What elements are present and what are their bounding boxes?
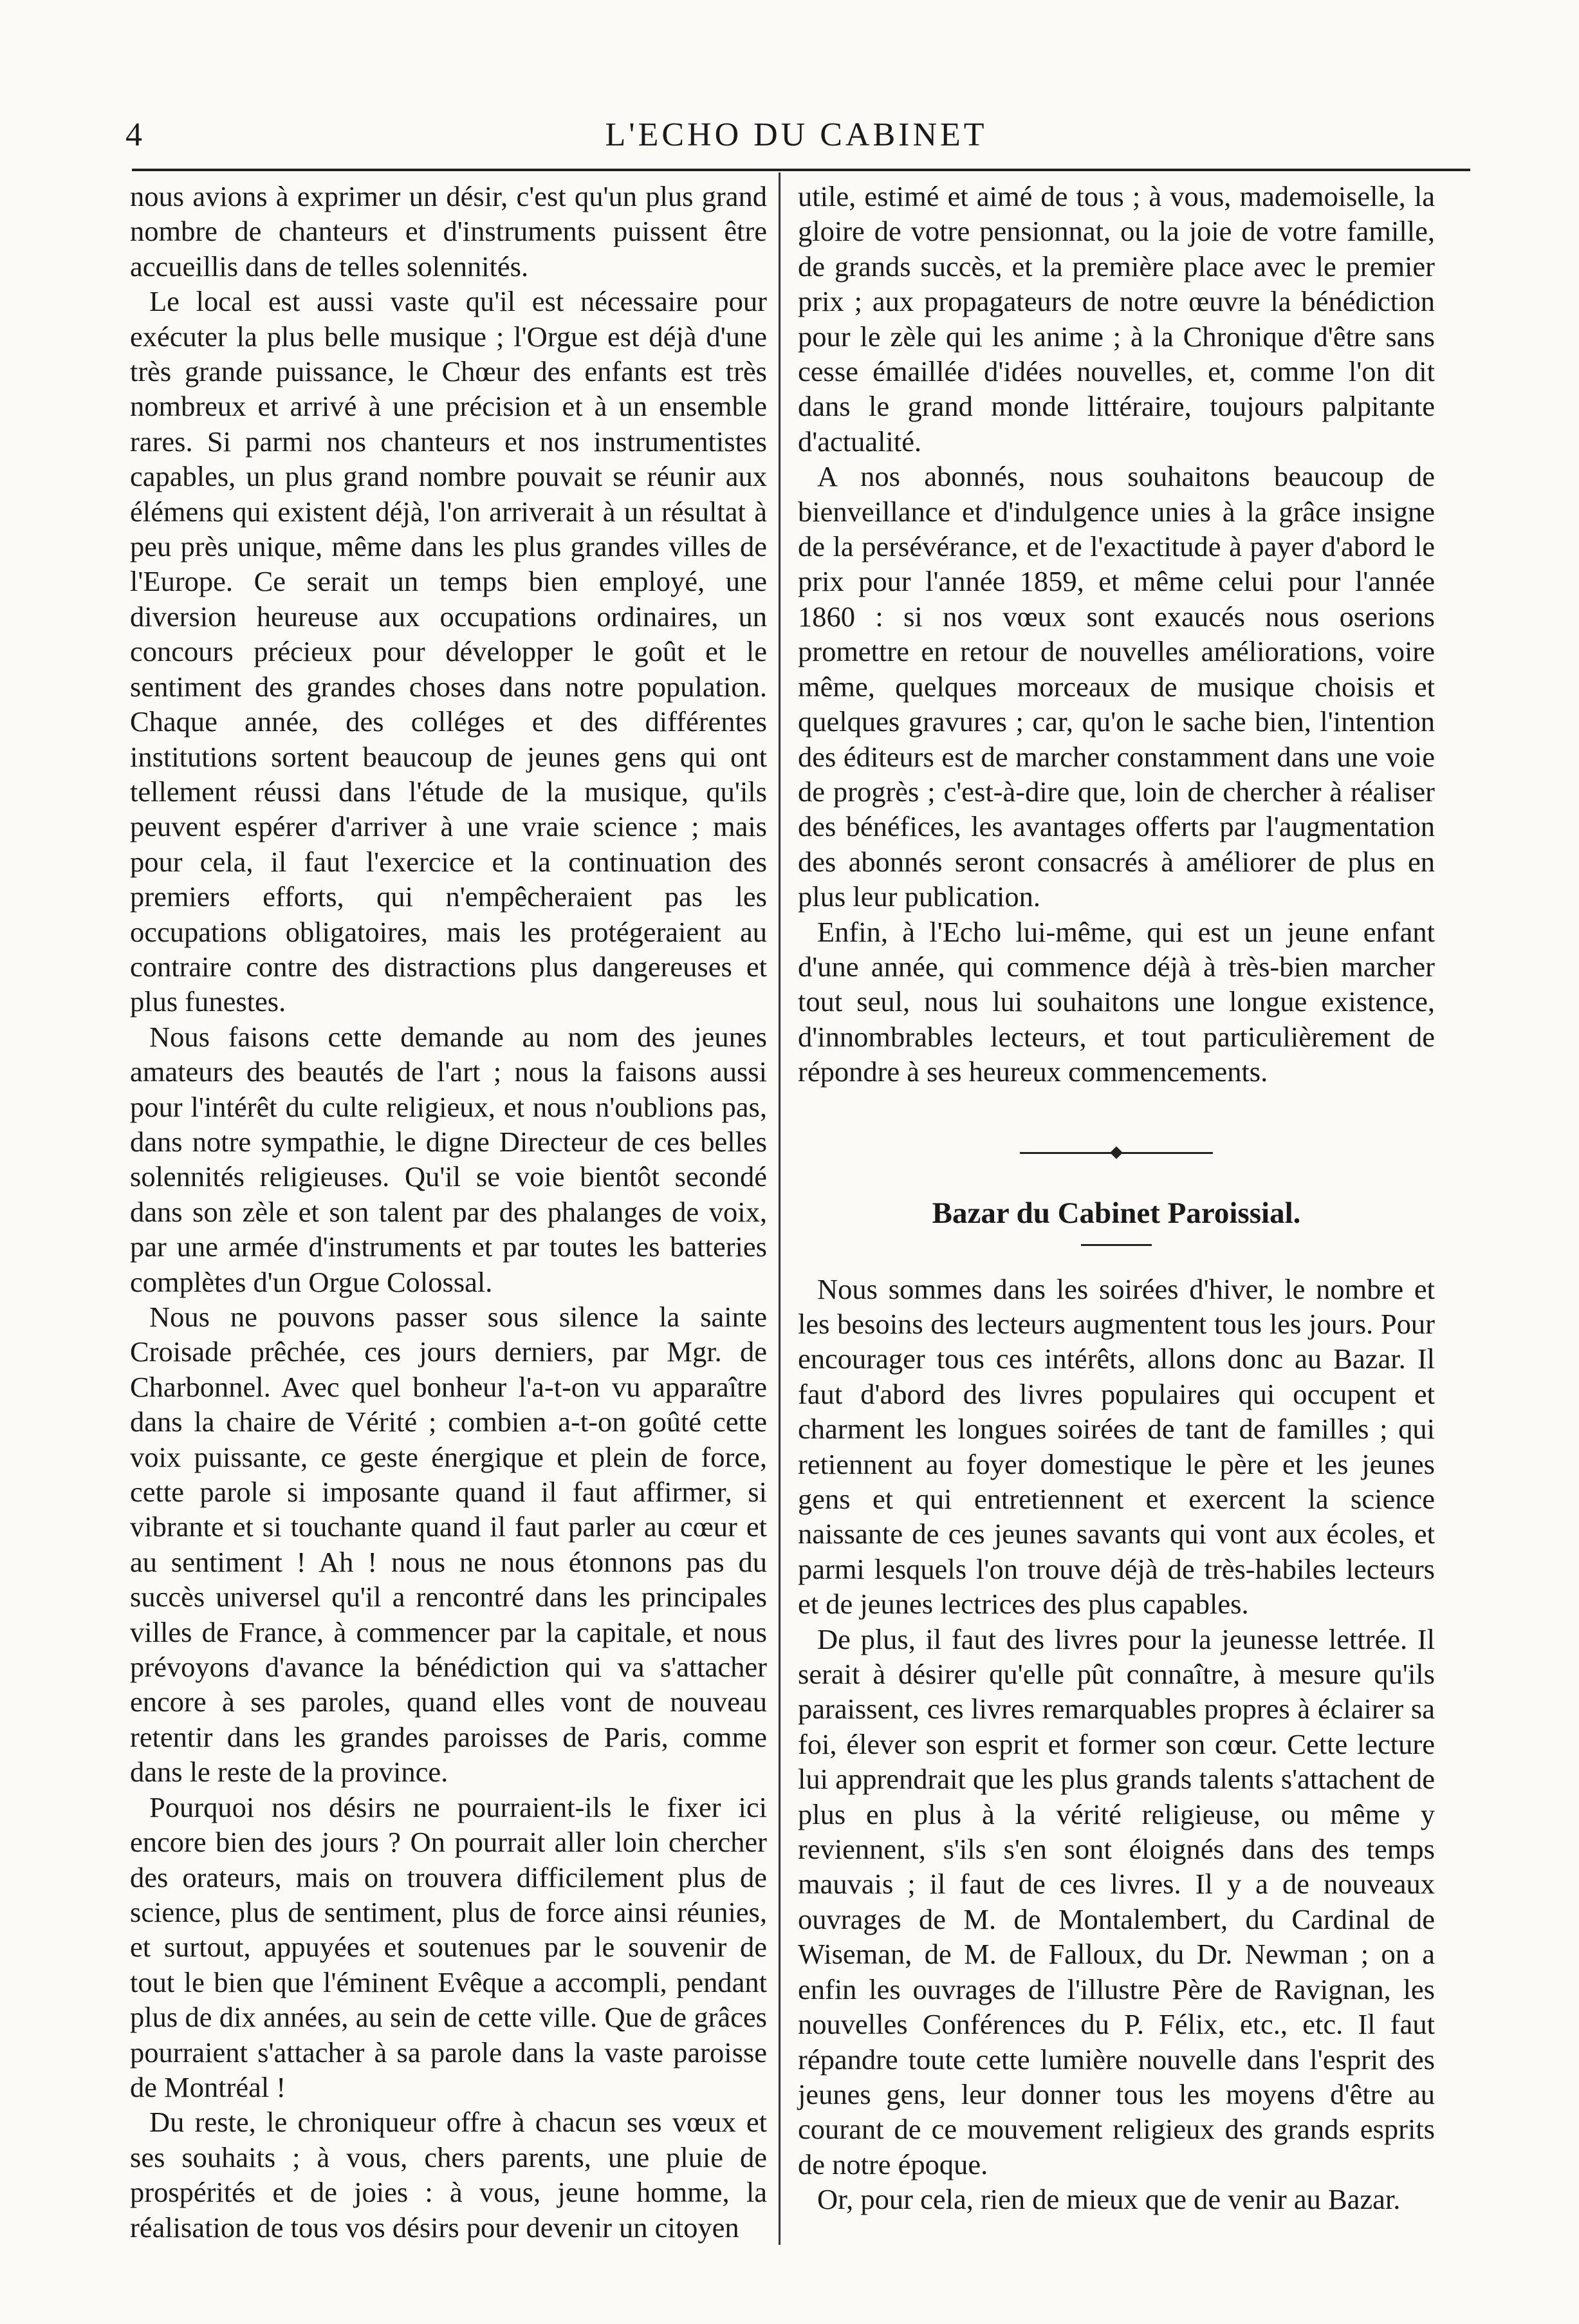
paragraph: Pourquoi nos désirs ne pourraient-ils le fixer ici encore bien des jours ? On pourrait aller loin chercher des orateurs, mais on trouvera difficilement plus de science, plus de sentiment, plus de force ainsi réunies, et surtout, appuyées et soutenues par le souvenir de tout le bien que l'éminent Evêque a accompli, pendant plus de dix années, au sein de cette ville. Que de grâces pourraient s'attacher à sa parole dans la vaste paroisse de Montréal ! xyxy=(130,1790,767,2103)
paragraph: A nos abonnés, nous souhaitons beaucoup de bienveillance et d'indulgence unies à la grâce insigne de la persévérance, et de l'exactitude à payer d'abord le prix pour l'année 1859, et même celui pour l'année 1860 : si nos vœux sont exaucés nous oserions promettre en retour de nouvelles améliorations, voire même, quelques morceaux de musique choisis et quelques gravures ; car, qu'on le sache bien, l'intention des éditeurs est de marcher constamment dans une voie de progrès ; c'est-à-dire que, loin de chercher à réaliser des bénéfices, les avantages offerts par l'augmentation des abonnés seront consacrés à améliorer de plus en plus leur publication. xyxy=(798,460,1435,913)
paragraph: Nous sommes dans les soirées d'hiver, le nombre et les besoins des lecteurs augmentent tous les jours. Pour encourager tous ces intérêts, allons donc au Bazar. Il faut d'abord des livres populaires qui occupent et charment les longues soirées de tant de familles ; qui retiennent au foyer domestique le père et les jeunes gens et qui entretiennent et exercent la science naissante de ces jeunes savants qui vont aux écoles, et parmi lesquels l'on trouve déjà de très-habiles lecteurs et de jeunes lectrices des plus capables. xyxy=(798,1272,1435,1621)
paragraph: utile, estimé et aimé de tous ; à vous, mademoiselle, la gloire de votre pensionnat, ou la joie de votre famille, de grands succès, et la première place avec le premier prix ; aux propagateurs de notre œuvre la bénédiction pour le zèle qui les anime ; à la Chronique d'être sans cesse émaillée d'idées nouvelles, et, comme l'on dit dans le grand monde littéraire, toujours palpitante d'actualité. xyxy=(798,180,1435,458)
paragraph: Nous ne pouvons passer sous silence la sainte Croisade prêchée, ces jours derniers, par Mgr. de Charbonnel. Avec quel bonheur l'a-t-on vu apparaître dans la chaire de Vérité ; combien a-t-on goûté cette voix puissante, ce geste énergique et plein de force, cette parole si imposante quand il faut affirmer, si vibrante et si touchante quand il faut parler au cœur et au sentiment ! Ah ! nous ne nous étonnons pas du succès universel qu'il a rencontré dans les principales villes de France, à commencer par la capitale, et nous prévoyons d'avance la bénédiction qui va s'attacher encore à ses paroles, quand elles vont de nouveau retentir dans les grandes paroisses de Paris, comme dans le reste de la province. xyxy=(130,1301,767,1789)
right-column xyxy=(798,179,1435,2217)
paragraph: Or, pour cela, rien de mieux que de venir au Bazar. xyxy=(817,2183,1401,2216)
paragraph: De plus, il faut des livres pour la jeunesse lettrée. Il serait à désirer qu'elle pût connaître, à mesure qu'ils paraissent, ces livres remarquables propres à éclairer sa foi, élever son esprit et former son cœur. Cette lecture lui apprendrait que les plus grands talents s'attachent de plus en plus à la vérité religieuse, ou même y reviennent, s'ils s'en sont éloignés dans des temps mauvais ; il faut de ces livres. Il y a de nouveaux ouvrages de M. de Montalembert, du Cardinal de Wiseman, de M. de Falloux, du Dr. Newman ; on a enfin les ouvrages de l'illustre Père de Ravignan, les nouvelles Conférences du P. Félix, etc., etc. Il faut répandre toute cette lumière nouvelle dans l'esprit des jeunes gens, leur donner tous les moyens d'être au courant de ce mouvement religieux des grands esprits de notre époque. xyxy=(798,1622,1435,2180)
paragraph: nous avions à exprimer un désir, c'est qu'un plus grand nombre de chanteurs et d'instruments puissent être accueillis dans de telles solennités. xyxy=(130,180,767,283)
paragraph: Enfin, à l'Echo lui-même, qui est un jeune enfant d'une année, qui commence déjà à très-bien marcher tout seul, nous lui souhaitons une longue existence, d'innombrables lecteurs, et tout particulièrement de répondre à ses heureux commencements. xyxy=(798,915,1435,1088)
ornament-diamond-icon xyxy=(1110,1146,1123,1159)
column-divider xyxy=(779,172,780,2245)
section-ornament xyxy=(1020,1146,1213,1159)
section-title: Bazar du Cabinet Paroissial. xyxy=(932,1196,1301,1230)
paragraph: Nous faisons cette demande au nom des jeunes amateurs des beautés de l'art ; nous la faisons aussi pour l'intérêt du culte religieux, et nous n'oublions pas, dans notre sympathie, le digne Directeur de ces belles solennités religieuses. Qu'il se voie bientôt secondé dans son zèle et son talent par des phalanges de voix, par une armée d'instruments et par toutes les batteries complètes d'un Orgue Colossal. xyxy=(130,1020,767,1298)
paragraph: Le local est aussi vaste qu'il est nécessaire pour exécuter la plus belle musique ; l'Orgue est déjà d'une très grande puissance, le Chœur des enfants est très nombreux et arrivé à une précision et à un ensemble rares. Si parmi nos chanteurs et nos instrumentistes capables, un plus grand nombre pouvait se réunir aux élémens qui existent déjà, l'on arriverait à un résultat à peu près unique, même dans les plus grandes villes de l'Europe. Ce serait un temps bien employé, une diversion heureuse aux occupations ordinaires, un concours précieux pour développer le goût et le sentiment des grandes choses dans notre population. Chaque année, des colléges et des différentes institutions sortent beaucoup de jeunes gens qui ont tellement réussi dans l'étude de la musique, qu'ils peuvent espérer d'arriver à une vraie science ; mais pour cela, il faut l'exercice et la continuation des premiers efforts, qui n'empêcheraient pas les occupations obligatoires, mais les protégeraient au contraire contre des distractions plus dangereuses et plus funestes. xyxy=(130,285,767,1018)
paragraph: Du reste, le chroniqueur offre à chacun ses vœux et ses souhaits ; à vous, chers parents, une pluie de prospérités et de joies : à vous, jeune homme, la réalisation de tous vos désirs pour devenir un citoyen xyxy=(130,2106,767,2244)
left-column xyxy=(130,179,767,2245)
masthead-title: L'ECHO DU CABINET xyxy=(605,116,988,153)
header-rule xyxy=(132,169,1470,171)
title-rule xyxy=(1081,1244,1152,1246)
page-number: 4 xyxy=(125,116,142,153)
page-header xyxy=(125,113,1467,158)
